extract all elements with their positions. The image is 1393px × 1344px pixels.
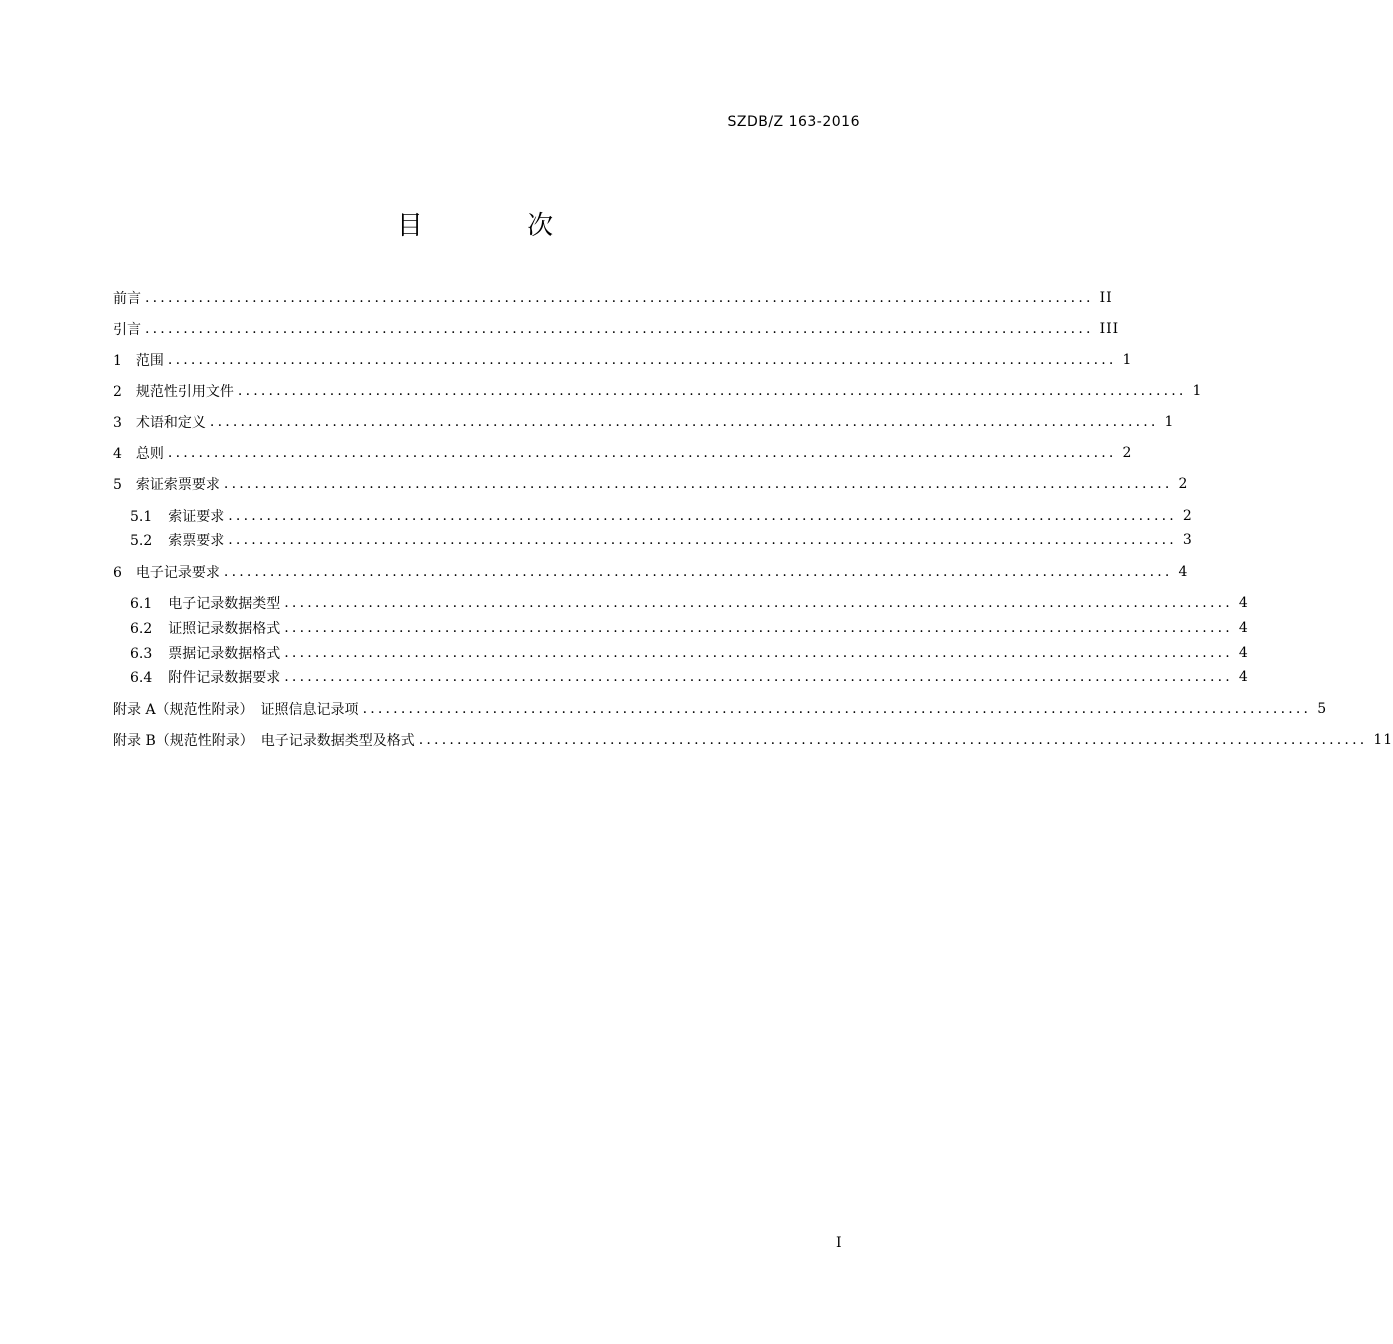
- toc-entry-number: 1: [113, 353, 122, 369]
- toc-entry-number: 6.3: [130, 646, 153, 662]
- toc-page-number: 4: [1238, 669, 1249, 685]
- toc-entry-label: 引言: [113, 322, 141, 338]
- toc-entry-label: 2 规范性引用文件: [113, 384, 234, 400]
- toc-entry-label: 6.4 附件记录数据要求: [130, 670, 281, 686]
- toc-entry-label: 6.1 电子记录数据类型: [130, 596, 281, 612]
- toc-page-number: 11: [1373, 732, 1393, 748]
- toc-entry-appendix-a[interactable]: [113, 698, 1328, 720]
- toc-entry-number: 6.1: [130, 596, 153, 612]
- toc-entry-label: 6.2 证照记录数据格式: [130, 621, 281, 637]
- toc-entry-label: 5.1 索证要求: [130, 509, 225, 525]
- toc-page-number: 5: [1317, 701, 1328, 717]
- toc-entry-6[interactable]: [113, 561, 1189, 583]
- toc-entry-label: 1 范围: [113, 353, 164, 369]
- toc-leader-dots: ............................................................................................................................: [209, 414, 1159, 430]
- toc-leader-dots: ............................................................................................................................: [237, 383, 1187, 399]
- toc-entry-label: 5.2 索票要求: [130, 533, 225, 549]
- toc-page-number: III: [1099, 321, 1120, 337]
- toc-page-number: 1: [1122, 352, 1133, 368]
- toc-page-number: 4: [1238, 620, 1249, 636]
- document-code: SZDB/Z 163-2016: [727, 114, 860, 130]
- toc-leader-dots: ............................................................................................................................: [167, 445, 1117, 461]
- toc-entry-number: 2: [113, 384, 122, 400]
- toc-leader-dots: ............................................................................................................................: [284, 645, 1233, 661]
- toc-entry-label: 附录 A（规范性附录） 证照信息记录项: [113, 702, 359, 718]
- toc-entry-6-2[interactable]: [130, 617, 1249, 639]
- toc-page-number: 4: [1178, 564, 1189, 580]
- toc-page-number: 3: [1182, 532, 1193, 548]
- toc-entry-number: 6.4: [130, 670, 153, 686]
- toc-entry-number: 5.2: [130, 533, 153, 549]
- toc-entry-1[interactable]: [113, 349, 1133, 371]
- toc-page-number: II: [1099, 290, 1113, 306]
- toc-entry-introduction[interactable]: [113, 318, 1120, 340]
- toc-leader-dots: ............................................................................................................................: [228, 508, 1177, 524]
- toc-entry-label: 6 电子记录要求: [113, 565, 220, 581]
- toc-entry-6-3[interactable]: [130, 642, 1249, 664]
- toc-entry-label: 5 索证索票要求: [113, 477, 220, 493]
- toc-entry-number: 4: [113, 446, 122, 462]
- toc-entry-label: 前言: [113, 291, 141, 307]
- toc-entry-foreword[interactable]: [113, 287, 1113, 309]
- toc-entry-number: 5: [113, 477, 122, 493]
- toc-page-number: 1: [1164, 414, 1175, 430]
- toc-entry-number: 3: [113, 415, 122, 431]
- toc-leader-dots: ............................................................................................................................: [228, 532, 1177, 548]
- page-number: I: [836, 1235, 842, 1251]
- toc-entry-5[interactable]: [113, 473, 1189, 495]
- toc-page-number: 2: [1122, 445, 1133, 461]
- toc-entry-label: 6.3 票据记录数据格式: [130, 646, 281, 662]
- toc-leader-dots: ............................................................................................................................: [284, 595, 1233, 611]
- toc-entry-3[interactable]: [113, 411, 1175, 433]
- toc-entry-4[interactable]: [113, 442, 1133, 464]
- toc-page-number: 4: [1238, 595, 1249, 611]
- toc-entry-number: 6.2: [130, 621, 153, 637]
- toc-leader-dots: ............................................................................................................................: [145, 321, 1094, 337]
- toc-leader-dots: ............................................................................................................................: [145, 290, 1094, 306]
- toc-entry-6-1[interactable]: [130, 592, 1249, 614]
- toc-leader-dots: ............................................................................................................................: [284, 620, 1233, 636]
- toc-page-number: 2: [1178, 476, 1189, 492]
- toc-entry-label: 4 总则: [113, 446, 164, 462]
- toc-leader-dots: ............................................................................................................................: [167, 352, 1117, 368]
- toc-page-number: 2: [1182, 508, 1193, 524]
- toc-entry-number: 6: [113, 565, 122, 581]
- toc-entry-2[interactable]: [113, 380, 1203, 402]
- toc-page-number: 4: [1238, 645, 1249, 661]
- toc-entry-appendix-b[interactable]: [113, 729, 1393, 751]
- page-title: 目 次: [396, 211, 602, 241]
- toc-leader-dots: ............................................................................................................................: [362, 701, 1312, 717]
- toc-leader-dots: ............................................................................................................................: [418, 732, 1368, 748]
- toc-entry-label: 附录 B（规范性附录） 电子记录数据类型及格式: [113, 733, 415, 749]
- toc-entry-number: 5.1: [130, 509, 153, 525]
- toc-entry-5-2[interactable]: [130, 529, 1193, 551]
- toc-leader-dots: ............................................................................................................................: [284, 669, 1233, 685]
- toc-page-number: 1: [1192, 383, 1203, 399]
- toc-leader-dots: ............................................................................................................................: [223, 476, 1173, 492]
- toc-leader-dots: ............................................................................................................................: [223, 564, 1173, 580]
- toc-entry-6-4[interactable]: [130, 666, 1249, 688]
- toc-entry-label: 3 术语和定义: [113, 415, 206, 431]
- toc-entry-5-1[interactable]: [130, 505, 1193, 527]
